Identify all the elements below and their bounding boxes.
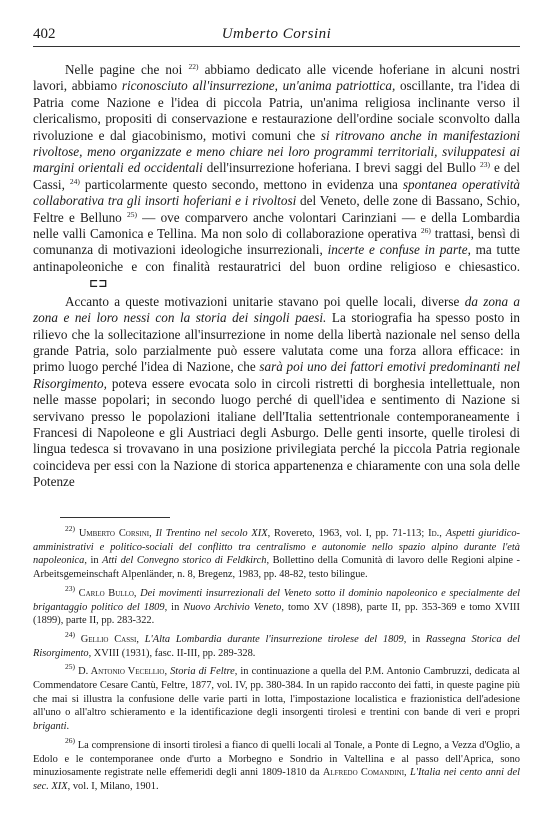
- footnote-ref: 25): [126, 209, 137, 219]
- italic-text: Storia di Feltre: [170, 666, 235, 678]
- text-run: , in: [164, 601, 184, 613]
- italic-text: Il Trentino nel secolo XIX: [155, 528, 268, 539]
- italic-text: incerte e confuse in parte: [327, 242, 468, 258]
- text-run: poteva essere evocata solo in circoli ristretti di borghesia intellettuale, non nelle masse popolari; in secondo luogo perché di quell'idea e sentimento di Nazione si servivano presso le popolazioni italiane dell'Italia settentrionale contemporaneamente i Francesi di Napoleone e gli Austriaci degli Asburgo. Delle genti insorte, quelle tirolesi di lingua tedesca si trovavano in una posizione privilegiata perché la piccola Patria regionale coincideva per essi con la Nazione di storica appartenenza e chiaramente con una sola delle Potenze: [33, 375, 520, 490]
- italic-text: sarà poi uno dei fattori emotivi predominanti nel Risorgimento,: [33, 359, 520, 391]
- text-run: Accanto a queste motivazioni unitarie stavano poi quelle locali, diverse: [65, 293, 465, 309]
- author-name: Umberto Corsini: [75, 528, 150, 539]
- text-run: ,: [439, 528, 446, 539]
- text-run: ,: [133, 587, 141, 599]
- author-name: Gellio Cassi: [75, 633, 137, 645]
- footnote: [33, 583, 520, 628]
- page-number: 402: [33, 26, 56, 42]
- footnote-ref: 23): [65, 583, 75, 593]
- text-run: ,: [164, 666, 171, 678]
- page-header: [33, 26, 520, 47]
- text-run: ,: [149, 528, 156, 539]
- text-run: , Bollettino della Comunità di lavoro delle Regioni alpine - Arbeitsgemeinschaft Alpenländer, n. 8, Bregenz, 1983, pp. 48-82, testo bilingue.: [33, 555, 520, 581]
- italic-text: Atti del Convegno storico di Feldkirch: [102, 555, 267, 567]
- italic-text: Rassegna Storica del Risorgimento: [33, 633, 520, 659]
- text-run: oscillante, tra l'idea di Patria come Nazione e l'idea di piccola Patria, un'anima religiosa inclinante verso il clericalismo, propositi di conservazione e restaurazione dell'ordine sociale sconvolto dalla rivoluzione e dal giacobinismo, motivi comuni che: [33, 78, 520, 143]
- main-text: [33, 62, 520, 491]
- paragraph-end-mark: ⊏⊐: [89, 278, 108, 291]
- author-name: Id.: [428, 528, 440, 539]
- text-run: particolarmente questo secondo, mettono in evidenza una: [79, 176, 403, 192]
- text-run: ,: [136, 633, 145, 645]
- footnote-ref: 22): [188, 62, 199, 71]
- footnote: [33, 629, 520, 660]
- italic-text: L'Alta Lombardia durante l'insurrezione tirolese del 1809: [144, 633, 404, 645]
- text-run: , in: [84, 555, 103, 567]
- footnotes: [33, 524, 521, 799]
- footnote-ref: 26): [420, 226, 431, 236]
- footnote-ref: 24): [65, 629, 75, 639]
- text-run: trattasi, bensì di comunanza di motivazioni ideologiche insurrezionali,: [33, 226, 520, 258]
- footnote-ref: 26): [65, 735, 75, 745]
- text-run: ,: [404, 767, 410, 779]
- text-run: , tomo XV (1898), parte II, pp. 353-369 e tomo XVIII (1899), parte II, pp. 283-322.: [33, 601, 520, 627]
- footnote-ref: 22): [65, 524, 75, 533]
- running-head: Umberto Corsini: [221, 26, 332, 42]
- italic-text: riconosciuto all'insurrezione, un'anima patriottica,: [121, 78, 396, 94]
- text-run: , XVIII (1931), fasc. II-III, pp. 289-328.: [88, 647, 256, 659]
- footnote-ref: 23): [480, 160, 490, 170]
- footnote-ref: 24): [69, 176, 80, 186]
- italic-text: Aspetti giuridico-amministrativi e politico-sociali del conflitto tra centralismo e autonomie nello spazio alpino durante l'età napoleonica: [33, 528, 520, 567]
- italic-text: da zona a zona e nei loro nessi con la storia dei singoli paesi.: [33, 293, 520, 326]
- text-run: La storiografia ha spesso posto in rilievo che la sollecitazione all'insurrezione in nome della libertà nazionale nel senso della grande Patria, solo parzialmente può essere valutata come una forza allora efficace: in primo luogo perché l'idea di Nazione, che: [33, 310, 520, 375]
- text-run: — ove comparvero anche volontari Carinziani — e della Lombardia nelle valli Camonica e Tellina. Ma non solo di collaborazione operativa: [33, 209, 521, 242]
- footnote: [33, 735, 521, 794]
- italic-text: si ritrovano anche in manifestazioni rivoltose, meno organizzate e meno chiare nei loro programmi territoriali, sviluppatesi ai margini orientali ed occidentali: [33, 127, 520, 176]
- footnote: [33, 524, 520, 582]
- italic-text: Dei movimenti insurrezionali del Veneto sotto il dominio napoleonico e specialmente del brigantaggio politico del 1809: [33, 587, 520, 613]
- text-run: abbiamo dedicato alle vicende hoferiane in alcuni nostri lavori, abbiamo: [33, 62, 520, 94]
- footnote-ref: 25): [65, 662, 75, 672]
- author-name: Carlo Bullo: [75, 587, 134, 599]
- italic-text: briganti: [33, 721, 67, 733]
- paragraph: [33, 62, 520, 293]
- paragraph: [33, 294, 520, 491]
- text-run: e del Cassi,: [33, 160, 520, 192]
- text-run: La comprensione di insorti tirolesi a fianco di quelli locali al Tonale, a Ponte di Legno, a Vezza d'Oglio, a Edolo e le contemporanee onde d'urto a Morbegno e Sondrio in Valtellina e al passo dell'Aprica, sono minuziosamente registrate nelle effemeridi degli anni 1809-1810 da: [33, 739, 520, 779]
- italic-text: spontanea operatività collaborativa tra gli insorti hoferiani e i rivoltosi: [33, 176, 520, 209]
- text-run: .: [66, 721, 70, 733]
- footnote: [33, 662, 520, 734]
- italic-text: Nuovo Archivio Veneto: [183, 601, 282, 613]
- text-run: , vol. I, Milano, 1901.: [67, 780, 159, 792]
- footnote-separator: [60, 517, 170, 518]
- text-run: dell'insurrezione hoferiana. I brevi saggi del Bullo: [202, 160, 480, 176]
- text-run: , in continuazione a quella del P.M. Antonio Cambruzzi, dedicata al Commendatore Cesare Cantù, Feltre, 1877, vol. IV, pp. 380-384. In un rapido racconto dei fatti, in queste pagine più che mai si illustra la confusione delle varie parti in lotta, l'impostazione localistica e frazionistica dell'adesione all'uno o all'altro schieramento e la identificazione degli insorgenti tirolesi e trentini con bande di veri e propri: [33, 666, 520, 719]
- text-run: Nelle pagine che noi: [65, 62, 189, 77]
- author-name: Alfredo Comandini: [322, 767, 405, 779]
- text-run: , ma tutte antinapoleoniche e con finalità restauratrici del buon ordine religioso e chiesastico.: [33, 242, 520, 274]
- text-run: , Rovereto, 1963, vol. I, pp. 71-113;: [267, 528, 429, 539]
- text-run: , in: [403, 633, 426, 645]
- text-run: del Veneto, delle zone di Bassano, Schio, Feltre e Belluno: [33, 193, 520, 225]
- italic-text: L'Italia nei cento anni del sec. XIX: [33, 767, 521, 792]
- author-name: D. Antonio Vecellio: [75, 666, 165, 678]
